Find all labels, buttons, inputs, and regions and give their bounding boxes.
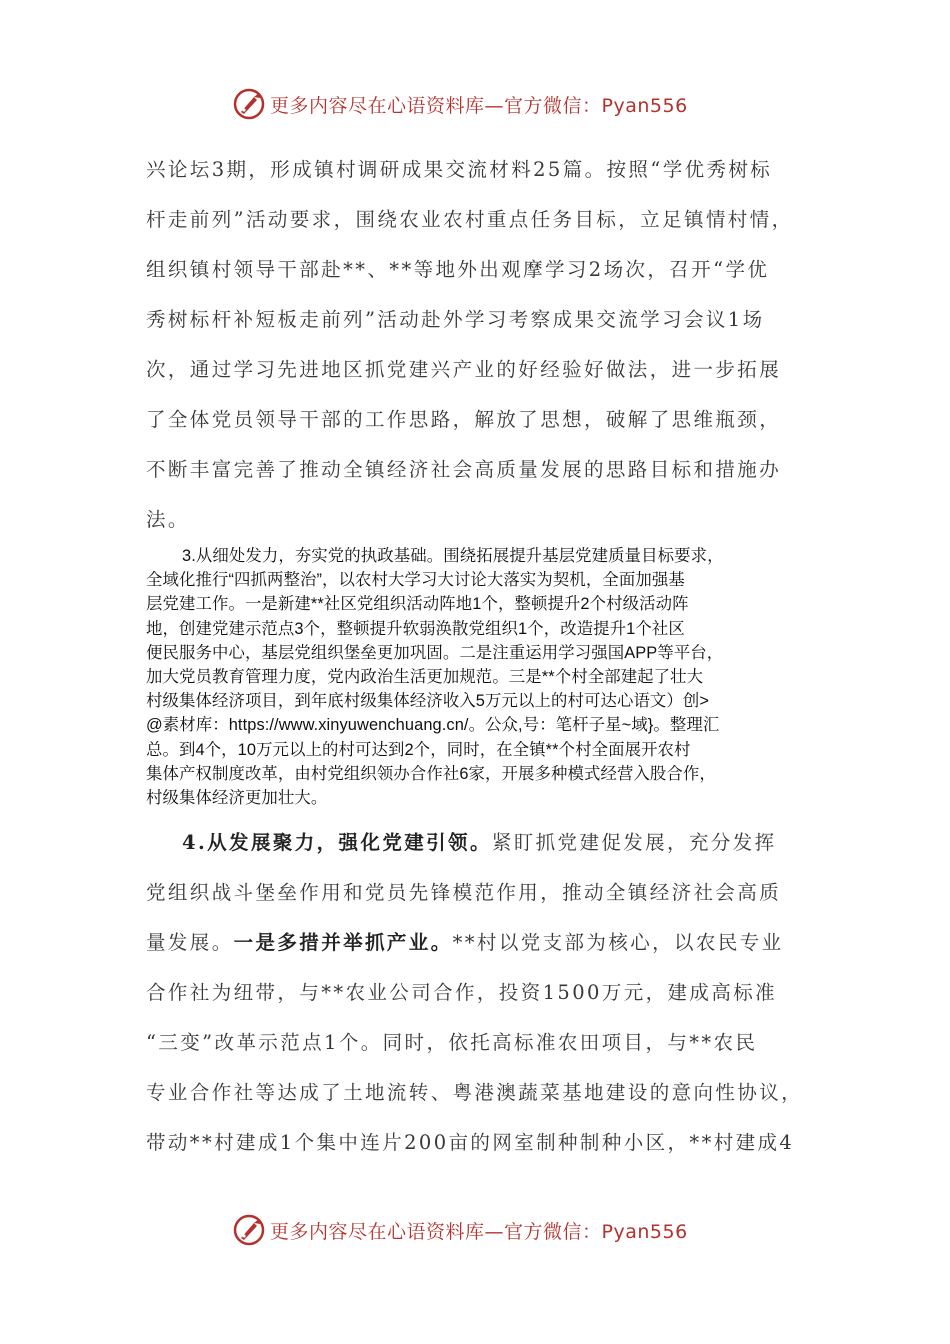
text-line: 不断丰富完善了推动全镇经济社会高质量发展的思路目标和措施办: [146, 458, 782, 481]
paragraph-section-4: [146, 818, 806, 1168]
footer-watermark-text: 更多内容尽在心语资料库—官方微信：Pyan556: [270, 1220, 688, 1243]
text-line: 党组织战斗堡垒作用和党员先锋模范作用，推动全镇经济社会高质: [146, 881, 782, 904]
text-line: 全域化推行“四抓两整治”，以农村大学习大讨论大落实为契机，全面加强基: [146, 571, 685, 590]
text-line: “三变”改革示范点1个。同时，依托高标准农田项目，与**农民: [146, 1031, 758, 1054]
text-line: 了全体党员领导干部的工作思路，解放了思想，破解了思维瓶颈，: [146, 408, 782, 431]
pen-nib-logo-icon: [232, 1213, 266, 1247]
text-line: 杆走前列”活动要求，围绕农业农村重点任务目标，立足镇情村情，: [146, 208, 794, 231]
paragraph-section-3: [146, 544, 806, 810]
text-line: 加大党员教育管理力度，党内政治生活更加规范。三是**个村全部建起了壮大: [146, 667, 704, 686]
text-line: 兴论坛3期，形成镇村调研成果交流材料25篇。按照“学优秀树标: [146, 158, 773, 181]
text-line: [146, 818, 806, 868]
text-line: 村级集体经济更加壮大。: [146, 788, 328, 807]
header-watermark-text: 更多内容尽在心语资料库—官方微信：Pyan556: [270, 94, 688, 117]
section-4-heading-rest: 紧盯抓党建促发展，充分发挥: [491, 831, 777, 854]
section-4-heading: 4.从发展聚力，强化党建引领。: [182, 831, 492, 854]
text-span: 量发展。: [146, 931, 234, 954]
footer-watermark: [0, 1210, 950, 1250]
text-line: 地，创建党建示范点3个，整顿提升软弱涣散党组织1个，改造提升1个社区: [146, 619, 685, 638]
text-line: 总。到4个，10万元以上的村可达到2个，同时，在全镇**个村全面展开农村: [146, 740, 691, 759]
header-watermark: [0, 84, 950, 124]
subheading-industry: 一是多措并举抓产业。: [233, 931, 453, 954]
text-line: [146, 918, 806, 968]
text-line: 便民服务中心，基层党组织堡垒更加巩固。二是注重运用学习强国APP等平台，: [146, 643, 724, 662]
text-line: 村级集体经济项目，到年底村级集体经济收入5万元以上的村可达心语文）创>: [146, 692, 710, 711]
text-line: 带动**村建成1个集中连片200亩的网室制种制种小区，**村建成4: [146, 1131, 795, 1154]
text-line: @素材库：https://www.xinyuwenchuang.cn/。公众,号：笔杆子星~域}。整理汇: [146, 716, 720, 735]
text-span: **村以党支部为核心，以农民专业: [452, 931, 784, 954]
text-line: 层党建工作。一是新建**社区党组织活动阵地1个，整顿提升2个村级活动阵: [146, 595, 689, 614]
text-line: 秀树标杆补短板走前列”活动赴外学习考察成果交流学习会议1场: [146, 308, 765, 331]
text-line: 专业合作社等达成了土地流转、粤港澳蔬菜基地建设的意向性协议，: [146, 1081, 804, 1104]
text-line: 合作社为纽带，与**农业公司合作，投资1500万元，建成高标准: [146, 981, 778, 1004]
text-line: 3.从细处发力，夯实党的执政基础。围绕拓展提升基层党建质量目标要求，: [182, 547, 724, 565]
text-line: 集体产权制度改革，由村党组织领办合作社6家，开展多种模式经营入股合作，: [146, 764, 716, 783]
paragraph-continued: [146, 145, 806, 545]
text-line: 组织镇村领导干部赴**、**等地外出观摩学习2场次，召开“学优: [146, 258, 770, 281]
pen-nib-logo-icon: [232, 87, 266, 121]
text-line: 次，通过学习先进地区抓党建兴产业的好经验好做法，进一步拓展: [146, 358, 782, 381]
text-line: 法。: [146, 508, 190, 531]
